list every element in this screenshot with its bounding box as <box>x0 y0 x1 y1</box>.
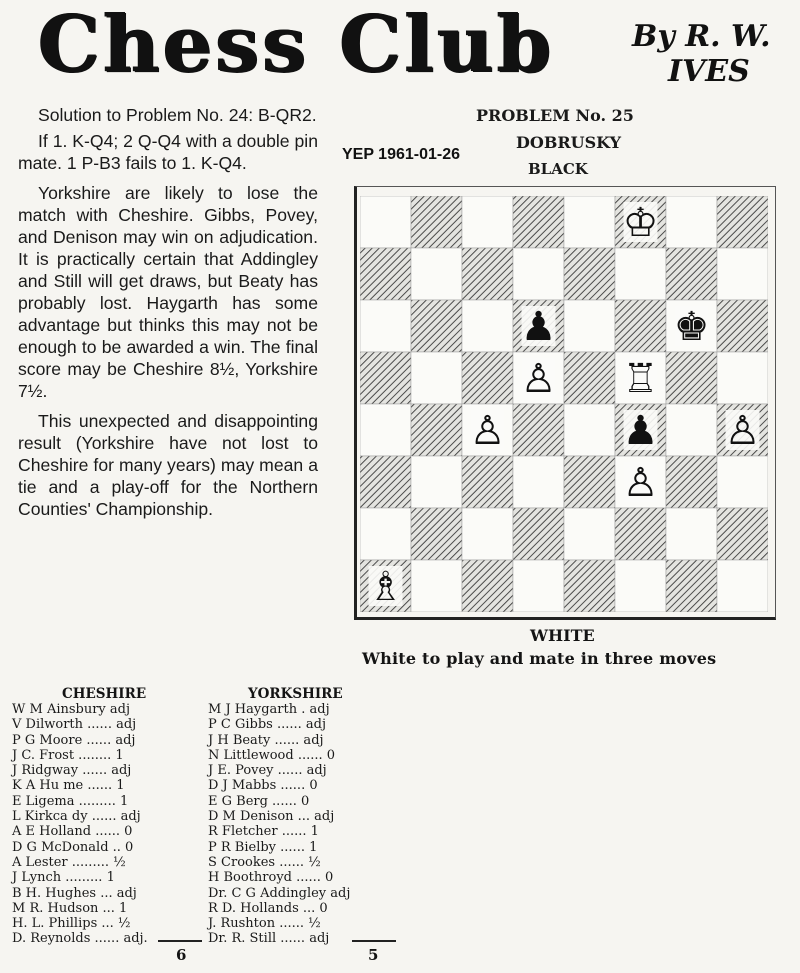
home-player: A E Holland ...... 0 <box>12 824 133 840</box>
away-total: 5 <box>368 946 379 964</box>
away-team-heading: YORKSHIRE <box>248 686 343 702</box>
board-square <box>360 300 411 352</box>
white-rook-icon: ♖ <box>622 356 659 402</box>
board-square <box>615 560 666 612</box>
problem-task: White to play and mate in three moves <box>362 649 717 668</box>
board-square <box>513 560 564 612</box>
board-square <box>666 508 717 560</box>
away-player: J H Beaty ...... adj <box>208 732 324 748</box>
white-pawn-icon: ♙ <box>520 356 557 402</box>
board-square <box>411 300 462 352</box>
board-square <box>411 508 462 560</box>
board-square <box>666 560 717 612</box>
board-square <box>360 456 411 508</box>
home-player: W M Ainsbury adj <box>12 702 131 717</box>
board-square <box>411 352 462 404</box>
home-player: E Ligema ......... 1 <box>12 793 129 809</box>
board-square <box>615 248 666 300</box>
table-row <box>12 702 392 717</box>
board-square <box>666 456 717 508</box>
away-player: H Boothroyd ...... 0 <box>208 870 334 886</box>
board-square <box>411 248 462 300</box>
board-square <box>513 196 564 248</box>
away-player: Dr. R. Still ...... adj <box>208 931 330 947</box>
away-player: J E. Povey ...... adj <box>208 763 327 779</box>
board-square <box>564 352 615 404</box>
byline-author: By R. W. <box>632 19 771 54</box>
board-square <box>462 560 513 612</box>
white-pawn-icon: ♙ <box>724 408 761 454</box>
table-row <box>12 824 392 839</box>
board-square <box>411 404 462 456</box>
board-square <box>564 248 615 300</box>
chess-board <box>360 196 768 612</box>
table-row <box>12 794 392 809</box>
board-square <box>564 404 615 456</box>
board-square <box>666 196 717 248</box>
home-total: 6 <box>176 946 187 964</box>
board-square <box>360 248 411 300</box>
table-row <box>12 778 392 793</box>
away-total-rule <box>352 940 396 942</box>
board-square <box>462 300 513 352</box>
board-square <box>564 508 615 560</box>
table-row <box>12 931 392 946</box>
board-square <box>513 508 564 560</box>
black-pawn-icon: ♟ <box>520 304 557 350</box>
board-square <box>360 352 411 404</box>
table-row <box>12 748 392 763</box>
article-paragraph: This unexpected and disappointing result (Yorkshire have not lost to Cheshire for many years) may mean a tie and a play-off for the Northern Counties' Championship. <box>18 411 318 519</box>
board-square <box>564 196 615 248</box>
page-title: Chess Club <box>38 0 555 90</box>
home-player: H. L. Phillips ... ½ <box>12 916 131 932</box>
away-player: R D. Hollands ... 0 <box>208 900 328 916</box>
problem-author: DOBRUSKY <box>516 133 622 152</box>
board-square <box>411 196 462 248</box>
home-player: J Lynch ......... 1 <box>12 870 115 886</box>
home-player: K A Hu me ...... 1 <box>12 778 125 794</box>
results-table <box>12 702 392 947</box>
board-square <box>666 352 717 404</box>
away-player: E G Berg ...... 0 <box>208 793 310 809</box>
table-row <box>12 886 392 901</box>
board-square <box>411 560 462 612</box>
board-square <box>462 352 513 404</box>
home-player: D. Reynolds ...... adj. <box>12 931 148 947</box>
board-square <box>666 248 717 300</box>
white-pawn-icon: ♙ <box>469 408 506 454</box>
board-square <box>717 456 768 508</box>
board-square <box>513 248 564 300</box>
away-player: P C Gibbs ...... adj <box>208 717 326 733</box>
board-square <box>666 404 717 456</box>
table-row <box>12 916 392 931</box>
away-player: D M Denison ... adj <box>208 809 335 825</box>
board-square <box>462 248 513 300</box>
board-square <box>717 352 768 404</box>
white-king-icon: ♔ <box>622 200 659 246</box>
away-player: Dr. C G Addingley adj <box>208 885 351 901</box>
black-label: BLACK <box>528 160 588 178</box>
home-player: P G Moore ...... adj <box>12 732 136 748</box>
board-square <box>462 456 513 508</box>
away-player: J. Rushton ...... ½ <box>208 916 321 932</box>
home-player: M R. Hudson ... 1 <box>12 900 128 916</box>
white-pawn-icon: ♙ <box>622 460 659 506</box>
article-paragraph: Solution to Problem No. 24: B-QR2. <box>38 105 317 125</box>
home-player: L Kirkca dy ...... adj <box>12 809 141 825</box>
home-total-rule <box>158 940 202 942</box>
problem-title: PROBLEM No. 25 <box>476 106 634 125</box>
table-row <box>12 855 392 870</box>
black-pawn-icon: ♟ <box>622 408 659 454</box>
white-bishop-icon: ♗ <box>367 564 404 610</box>
board-square <box>360 196 411 248</box>
board-square <box>717 248 768 300</box>
board-square <box>462 508 513 560</box>
article-column <box>18 104 318 528</box>
board-square <box>564 560 615 612</box>
board-square <box>513 404 564 456</box>
board-square <box>717 300 768 352</box>
board-square <box>411 456 462 508</box>
away-player: M J Haygarth . adj <box>208 702 330 717</box>
table-row <box>12 840 392 855</box>
away-player: S Crookes ...... ½ <box>208 854 321 870</box>
table-row <box>12 809 392 824</box>
table-row <box>12 763 392 778</box>
table-row <box>12 901 392 916</box>
board-square <box>717 508 768 560</box>
byline <box>632 20 792 89</box>
article-paragraph: If 1. K-Q4; 2 Q-Q4 with a double pin mate. 1 P-B3 fails to 1. K-Q4. <box>18 131 318 173</box>
board-square <box>717 196 768 248</box>
article-paragraph: Yorkshire are likely to lose the match with Cheshire. Gibbs, Povey, and Denison may win on adjudication. It is practically certain that Addingley and Still will get draws, but Beaty has probably lost. Haygarth has some advantage but thinks this may not be enough to be awarded a win. The final score may be Cheshire 8½, Yorkshire 7½. <box>18 183 318 401</box>
board-square <box>564 300 615 352</box>
white-label: WHITE <box>530 626 595 645</box>
home-player: B H. Hughes ... adj <box>12 885 137 901</box>
home-player: J Ridgway ...... adj <box>12 763 132 779</box>
archive-stamp: YEP 1961-01-26 <box>342 146 461 163</box>
board-square <box>360 404 411 456</box>
board-square <box>615 508 666 560</box>
table-row <box>12 870 392 885</box>
board-square <box>360 508 411 560</box>
home-player: A Lester ......... ½ <box>12 854 126 870</box>
home-player: V Dilworth ...... adj <box>12 717 137 733</box>
board-square <box>717 560 768 612</box>
byline-surname: IVES <box>668 53 750 89</box>
home-team-heading: CHESHIRE <box>62 686 147 702</box>
away-player: N Littlewood ...... 0 <box>208 747 336 763</box>
home-player: J C. Frost ........ 1 <box>12 747 124 763</box>
board-square <box>615 300 666 352</box>
home-player: D G McDonald .. 0 <box>12 839 134 855</box>
away-player: D J Mabbs ...... 0 <box>208 778 318 794</box>
table-row <box>12 733 392 748</box>
table-row <box>12 717 392 732</box>
board-square <box>513 456 564 508</box>
away-player: P R Bielby ...... 1 <box>208 839 318 855</box>
away-player: R Fletcher ...... 1 <box>208 824 319 840</box>
black-king-icon: ♚ <box>673 304 710 350</box>
board-square <box>462 196 513 248</box>
board-square <box>564 456 615 508</box>
